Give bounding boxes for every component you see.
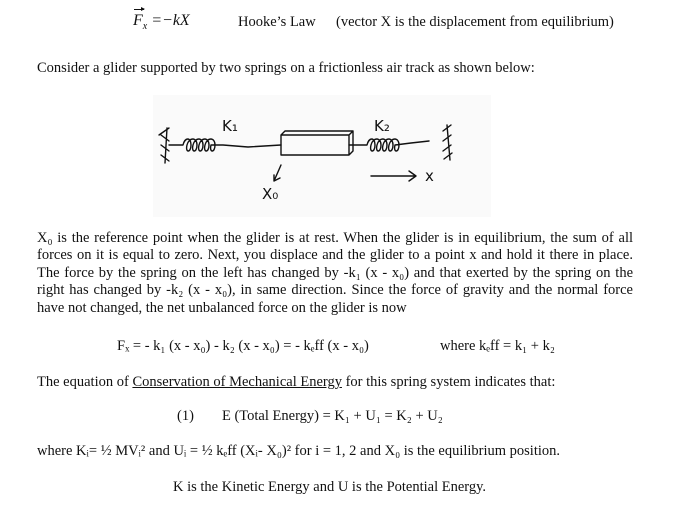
- conservation-suffix: for this spring system indicates that:: [341, 374, 556, 390]
- hooke-formula-rhs: =−kX: [151, 12, 190, 29]
- right-wall: [443, 125, 452, 160]
- net-force-equation: Fₓ = - k₁ (x - x₀) - k₂ (x - x₀) = - kₑff (x - x₀): [117, 338, 369, 354]
- glider-block: [281, 131, 353, 155]
- x-label: x: [425, 167, 434, 185]
- hooke-note: (vector X is the displacement from equilibrium): [336, 14, 614, 30]
- hooke-formula: [133, 12, 190, 32]
- intro-text: Consider a glider supported by two springs on a frictionless air track as shown below:: [37, 60, 535, 76]
- conservation-sentence: [37, 374, 555, 391]
- force-vector-symbol: F: [133, 12, 143, 29]
- conservation-link[interactable]: Conservation of Mechanical Energy: [132, 374, 342, 390]
- definitions-line: where Kᵢ= ½ MVᵢ² and Uᵢ = ½ kₑff (Xᵢ- X₀)² for i = 1, 2 and X₀ is the equilibrium position.: [37, 443, 561, 459]
- glider-diagram: [153, 95, 491, 217]
- keff-definition: where kₑff = k₁ + k₂: [440, 338, 555, 354]
- conservation-prefix: The equation of: [37, 374, 133, 390]
- left-wall: [159, 128, 169, 163]
- energy-equation: E (Total Energy) = K₁ + U₁ = K₂ + U₂: [222, 408, 443, 424]
- explanation-paragraph: X₀ is the reference point when the glider is at rest. When the glider is in equilibrium, the sum of all forces on it is equal to zero. Next, you displace and the glider to a point x and hold it there in place. The force by the spring on the left has changed by -k₁ (x - x₀) and that exerted by the spring on the right has changed by -k₂ (x - x₀), in same direction. Since the force of gravity and the normal force have not changed, the net unbalanced force on the glider is now: [37, 230, 633, 316]
- displacement-arrow: [371, 171, 416, 181]
- closing-line: K is the Kinetic Energy and U is the Potential Energy.: [173, 479, 487, 495]
- right-spring: [349, 139, 429, 151]
- x0-label: X₀: [262, 185, 279, 203]
- k2-label: K₂: [374, 117, 390, 135]
- hooke-title: Hooke’s Law: [238, 14, 316, 30]
- left-spring: [169, 139, 281, 151]
- energy-eq-number: (1): [177, 408, 194, 424]
- force-subscript: x: [142, 21, 148, 33]
- x0-arrow: [274, 165, 281, 181]
- k1-label: K₁: [222, 117, 238, 135]
